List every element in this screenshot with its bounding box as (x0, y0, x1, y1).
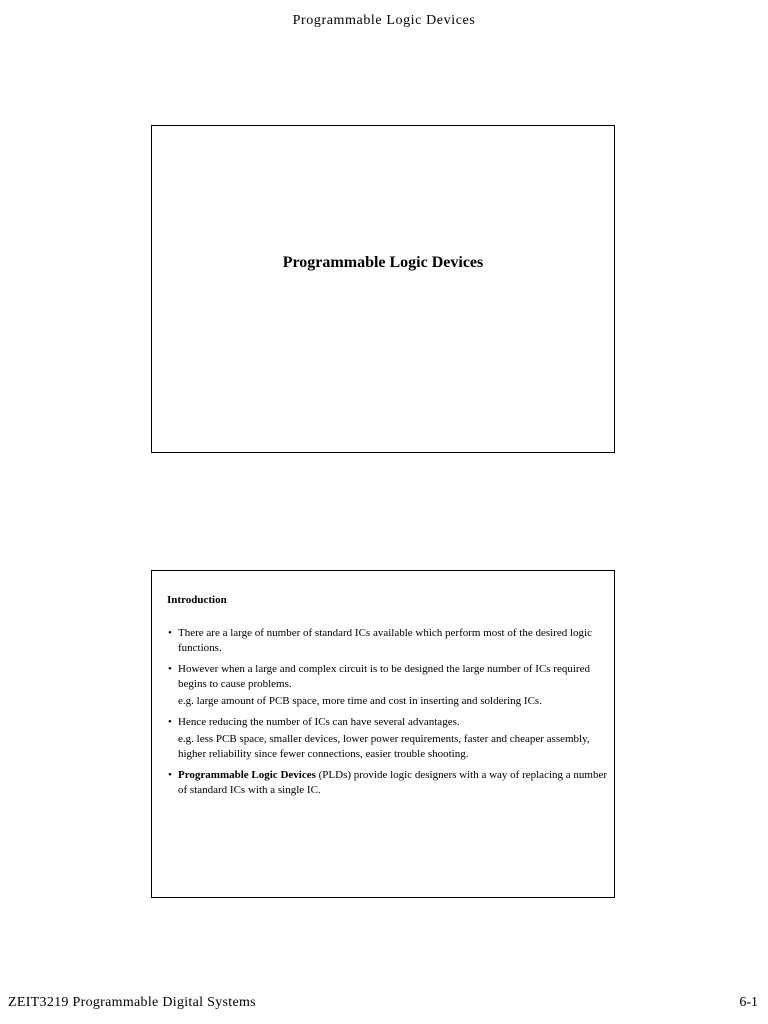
bullet-text: There are a large of number of standard ICs available which perform most of the desired logic functions. (178, 627, 592, 654)
slide-title-frame (151, 125, 615, 453)
bullet-example: e.g. large amount of PCB space, more time and cost in inserting and soldering ICs. (178, 695, 542, 707)
bullet-icon: • (168, 716, 172, 728)
bullet-item (167, 768, 607, 798)
bullet-list (167, 626, 607, 798)
page-header: Programmable Logic Devices (292, 13, 476, 28)
bullet-item (167, 662, 607, 709)
bullet-icon: • (168, 663, 172, 675)
slide-introduction-frame (151, 570, 615, 898)
bullet-term: Programmable Logic Devices (178, 769, 316, 781)
bullet-item (167, 626, 607, 656)
slide-title: Programmable Logic Devices (282, 254, 484, 271)
bullet-item (167, 715, 607, 762)
footer-course: ZEIT3219 Programmable Digital Systems (8, 995, 256, 1010)
bullet-text: However when a large and complex circuit is to be designed the large number of ICs required begins to cause problems. (178, 663, 590, 690)
introduction-heading: Introduction (167, 594, 227, 606)
bullet-text: Hence reducing the number of ICs can have several advantages. (178, 716, 460, 728)
bullet-example: e.g. less PCB space, smaller devices, lower power requirements, faster and cheaper assembly, higher reliability since fewer connections, easier trouble shooting. (178, 733, 590, 760)
bullet-text: (PLDs) provide logic designers with a way of replacing a number of standard ICs with a single IC. (178, 769, 607, 796)
bullet-icon: • (168, 627, 172, 639)
bullet-icon: • (168, 769, 172, 781)
slide-introduction-content (167, 593, 607, 804)
footer-page-number: 6-1 (739, 995, 758, 1010)
